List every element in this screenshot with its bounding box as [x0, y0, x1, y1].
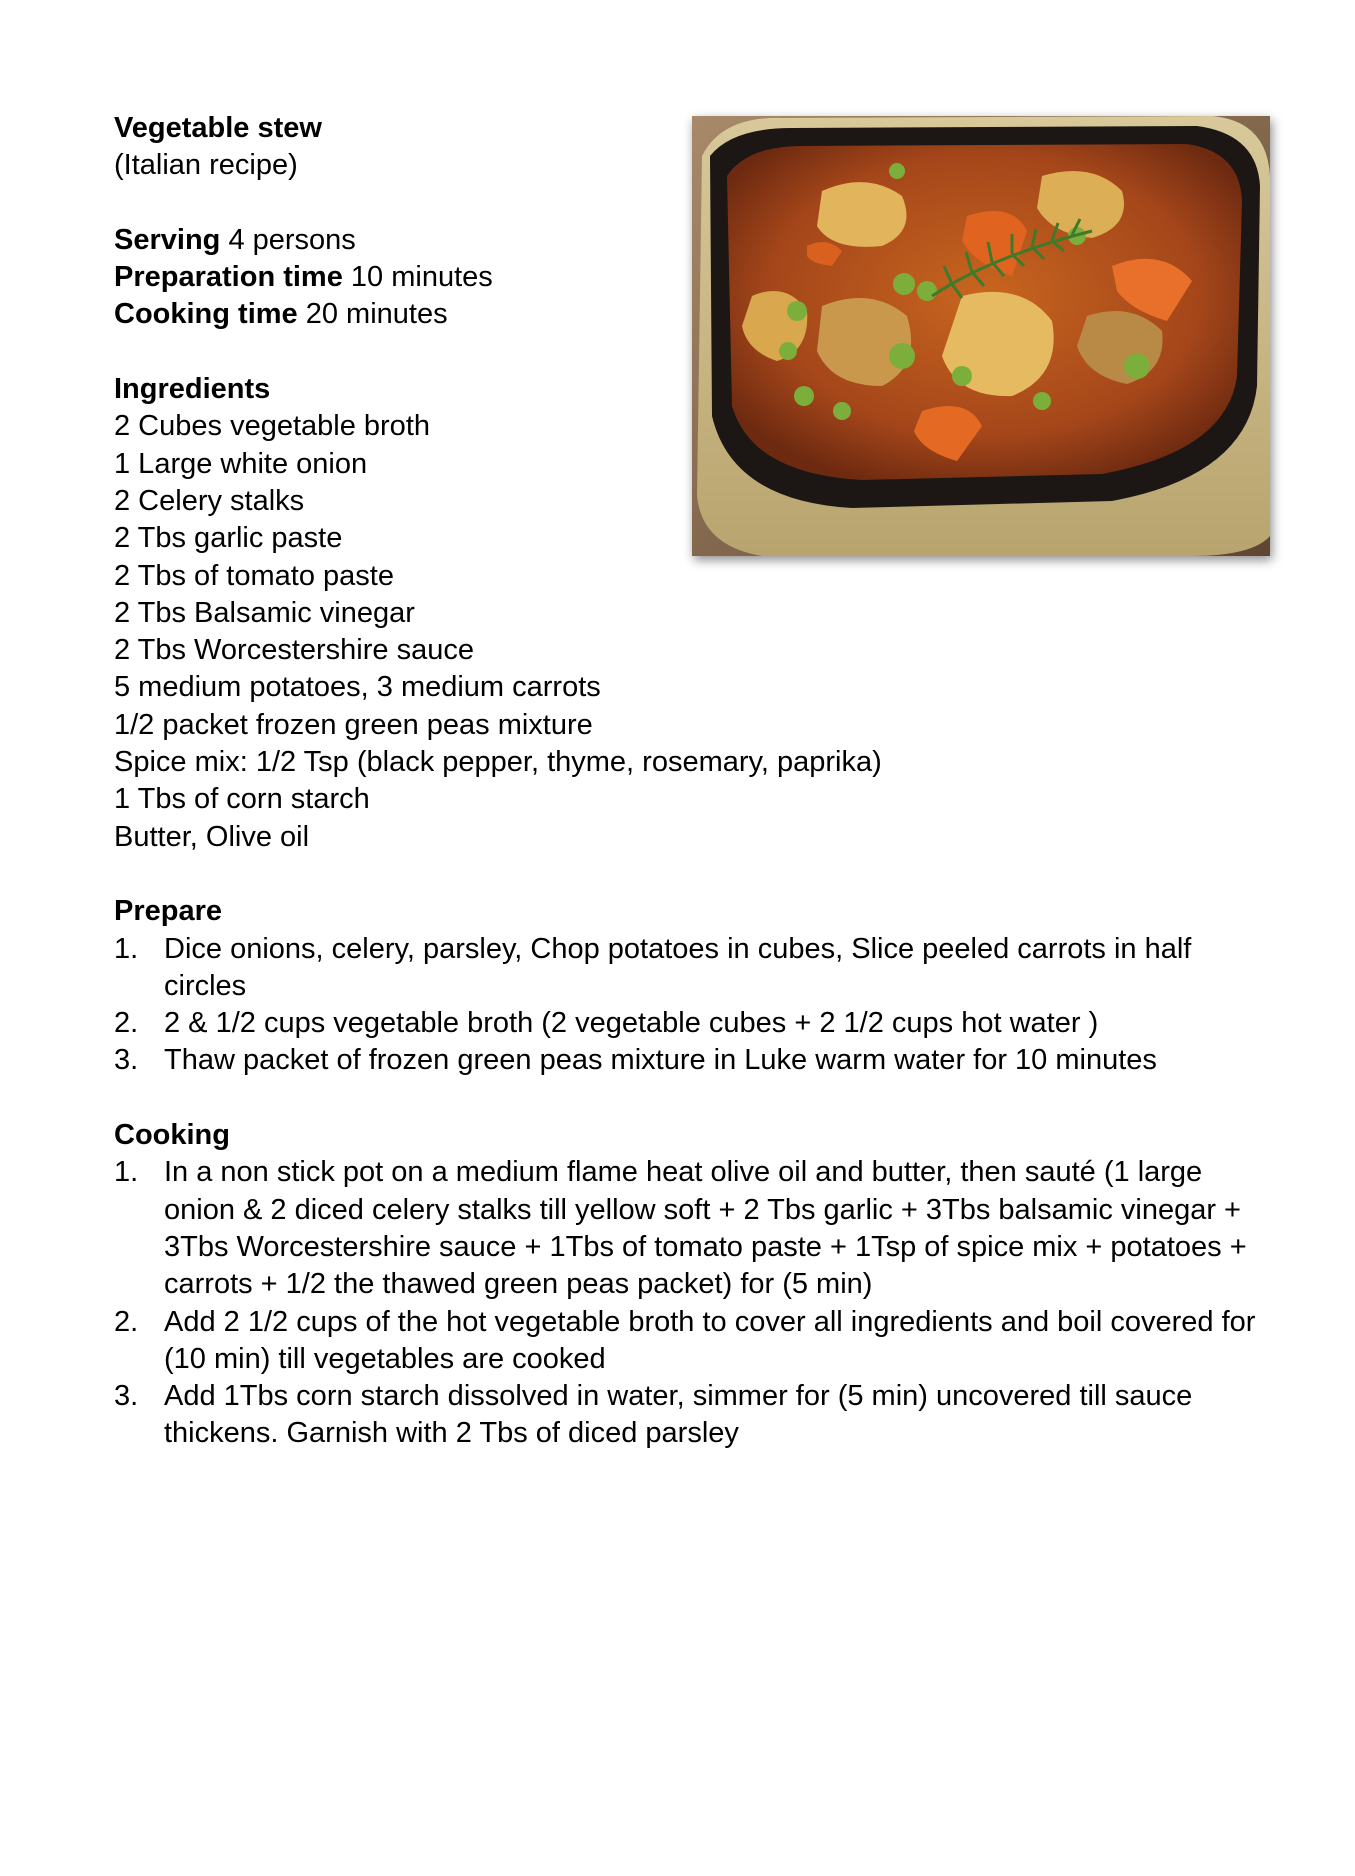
step-text: Add 2 1/2 cups of the hot vegetable broth to cover all ingredients and boil covered for (10 min) till vegetables are cooked	[164, 1305, 1256, 1375]
step-text: 2 & 1/2 cups vegetable broth (2 vegetable cubes + 2 1/2 cups hot water )	[164, 1007, 1099, 1040]
step-number: 1.	[114, 932, 139, 965]
ingredient-item: 1/2 packet frozen green peas mixture	[114, 708, 593, 741]
step-text: In a non stick pot on a medium flame heat olive oil and butter, then sauté (1 large onion & 2 diced celery stalks till yellow soft + 2 Tbs garlic + 3Tbs balsamic vinegar + 3Tbs Worcestershire sauce + 1Tbs of tomato paste + 1Tsp of spice mix + potatoes + carrots + 1/2 the thawed green peas packet) for (5 min)	[164, 1156, 1247, 1301]
ingredient-item: 2 Tbs of tomato paste	[114, 559, 394, 592]
step-text: Dice onions, celery, parsley, Chop potatoes in cubes, Slice peeled carrots in half circles	[164, 932, 1192, 1002]
cooking-step	[114, 1304, 1264, 1379]
info-label: Preparation time	[114, 261, 343, 294]
stew-photo	[692, 116, 1270, 556]
ingredient-item: 2 Cubes vegetable broth	[114, 410, 430, 443]
step-text: Add 1Tbs corn starch dissolved in water, simmer for (5 min) uncovered till sauce thickens. Garnish with 2 Tbs of diced parsley	[164, 1380, 1193, 1450]
recipe-subtitle: (Italian recipe)	[114, 149, 298, 182]
prepare-step	[114, 1042, 1264, 1079]
recipe-title: Vegetable stew	[114, 112, 322, 144]
info-value: 4 persons	[228, 223, 356, 256]
prepare-heading: Prepare	[114, 895, 223, 928]
ingredient-item: 2 Tbs garlic paste	[114, 522, 343, 555]
ingredient-item: 2 Tbs Balsamic vinegar	[114, 596, 415, 629]
spacer	[114, 856, 1264, 893]
ingredient-item: 1 Large white onion	[114, 447, 368, 480]
ingredient-item: 2 Tbs Worcestershire sauce	[114, 634, 474, 667]
ingredients-heading: Ingredients	[114, 373, 271, 406]
step-number: 3.	[114, 1380, 139, 1413]
ingredient-item: 2 Celery stalks	[114, 484, 305, 517]
ingredient-item: Spice mix: 1/2 Tsp (black pepper, thyme, rosemary, paprika)	[114, 746, 882, 779]
prepare-steps	[114, 931, 1264, 1080]
spacer	[114, 1080, 1264, 1117]
stew-bowl-illustration	[692, 116, 1270, 556]
info-value: 10 minutes	[350, 261, 493, 294]
ingredient-item: Butter, Olive oil	[114, 820, 310, 853]
cooking-heading: Cooking	[114, 1119, 230, 1152]
step-number: 2.	[114, 1305, 139, 1338]
cooking-steps	[114, 1154, 1264, 1452]
prepare-step	[114, 931, 1264, 1006]
cooking-step	[114, 1378, 1264, 1453]
ingredient-item: 5 medium potatoes, 3 medium carrots	[114, 671, 601, 704]
ingredient-item: 1 Tbs of corn starch	[114, 783, 370, 816]
step-number: 1.	[114, 1156, 139, 1189]
cooking-step	[114, 1154, 1264, 1303]
info-label: Cooking time	[114, 298, 298, 331]
prepare-step	[114, 1005, 1264, 1042]
step-number: 2.	[114, 1007, 139, 1040]
info-label: Serving	[114, 223, 221, 256]
info-value: 20 minutes	[305, 298, 448, 331]
step-text: Thaw packet of frozen green peas mixture in Luke warm water for 10 minutes	[164, 1044, 1157, 1077]
step-number: 3.	[114, 1044, 139, 1077]
